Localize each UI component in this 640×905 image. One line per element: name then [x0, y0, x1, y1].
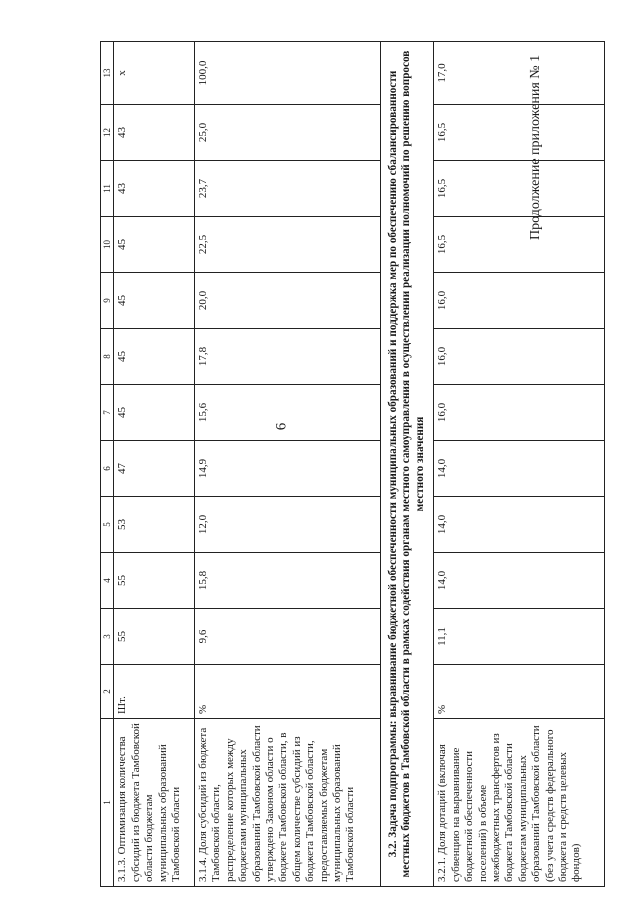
column-number: 4: [101, 553, 114, 609]
value-cell: 15,8: [195, 553, 381, 609]
task-row: [380, 42, 434, 887]
column-number: 12: [101, 105, 114, 161]
value-cell: 22,5: [195, 217, 381, 273]
table-row: [114, 42, 195, 887]
task-text: 3.2. Задача подпрограммы: выравнивание бюджетной обеспеченности муниципальных образований и поддержка мер по обеспечению сбалансированности местных бюджетов в Тамбовской области в рамках содействия органам местного самоуправления в осуществлении реализации полномочий по решению вопросов местного значения: [380, 42, 434, 887]
column-number: 13: [101, 42, 114, 105]
value-cell: 55: [114, 609, 195, 665]
value-cell: 11,1: [434, 609, 605, 665]
value-cell: x: [114, 42, 195, 105]
table-row: [434, 42, 605, 887]
column-number-row: [101, 42, 114, 887]
value-cell: 43: [114, 161, 195, 217]
page-number: 6: [273, 422, 290, 431]
value-cell: 16,5: [434, 105, 605, 161]
column-number: 7: [101, 385, 114, 441]
value-cell: 12,0: [195, 497, 381, 553]
value-cell: 45: [114, 385, 195, 441]
column-number: 2: [101, 665, 114, 719]
column-number: 9: [101, 273, 114, 329]
value-cell: 45: [114, 273, 195, 329]
value-cell: 20,0: [195, 273, 381, 329]
rotated-table-container: [100, 46, 605, 887]
value-cell: 45: [114, 217, 195, 273]
indicator-name: 3.1.4. Доля субсидий из бюджета Тамбовской области, распределение которых между бюджетами муниципальных образований Тамбовской области утверждено Законом области о бюджете Тамбовской области, в общем количестве субсидий из бюджета Тамбовской области, предоставляемых бюджетам муниципальных образований Тамбовской области: [195, 719, 381, 887]
value-cell: 100,0: [195, 42, 381, 105]
indicator-name: 3.1.3. Оптимизация количества субсидий из бюджета Тамбовской области бюджетам муниципальных образований Тамбовской области: [114, 719, 195, 887]
column-number: 1: [101, 719, 114, 887]
indicator-name: 3.2.1. Доля дотаций (включая субвенцию на выравнивание бюджетной обеспеченности поселений) в объеме межбюджетных трансфертов из бюджета Тамбовской области бюджетам муниципальных образований Тамбовской области (без учета средств федерального бюджета и средств целевых фондов): [434, 719, 605, 887]
value-cell: 55: [114, 553, 195, 609]
value-cell: 47: [114, 441, 195, 497]
value-cell: 14,0: [434, 497, 605, 553]
unit-cell: %: [195, 665, 381, 719]
value-cell: 15,6: [195, 385, 381, 441]
value-cell: 14,0: [434, 441, 605, 497]
column-number: 8: [101, 329, 114, 385]
value-cell: 14,0: [434, 553, 605, 609]
value-cell: 43: [114, 105, 195, 161]
value-cell: 17,0: [434, 42, 605, 105]
unit-cell: %: [434, 665, 605, 719]
table-row: [195, 42, 381, 887]
column-number: 5: [101, 497, 114, 553]
value-cell: 16,5: [434, 161, 605, 217]
column-number: 11: [101, 161, 114, 217]
value-cell: 25,0: [195, 105, 381, 161]
column-number: 10: [101, 217, 114, 273]
column-number: 3: [101, 609, 114, 665]
appendix-continuation: Продолжение приложения № 1: [528, 54, 543, 240]
value-cell: 45: [114, 329, 195, 385]
column-number: 6: [101, 441, 114, 497]
unit-cell: Шт.: [114, 665, 195, 719]
value-cell: 14,9: [195, 441, 381, 497]
value-cell: 23,7: [195, 161, 381, 217]
value-cell: 16,0: [434, 385, 605, 441]
value-cell: 53: [114, 497, 195, 553]
value-cell: 16,5: [434, 217, 605, 273]
indicator-table: [100, 41, 605, 887]
value-cell: 16,0: [434, 329, 605, 385]
value-cell: 9,6: [195, 609, 381, 665]
value-cell: 17,8: [195, 329, 381, 385]
value-cell: 16,0: [434, 273, 605, 329]
